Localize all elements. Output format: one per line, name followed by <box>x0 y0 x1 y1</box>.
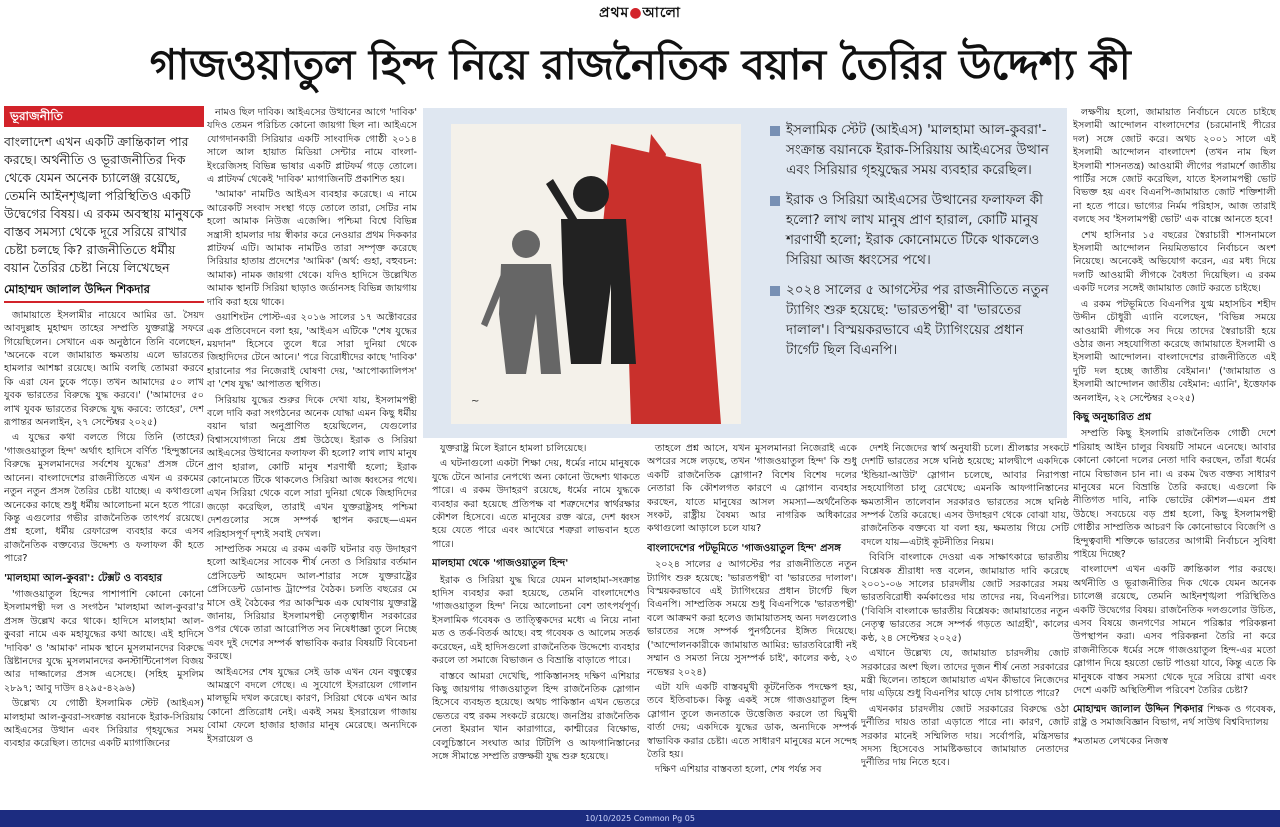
illustration <box>451 124 741 424</box>
page-footer: 10/10/2025 Common Pg 05 <box>0 810 1280 827</box>
paragraph: দেশই নিজেদের স্বার্থ অনুযায়ী চলে। শ্রীলঙ্কার সংকটে দেশটি ভারতের সঙ্গে ঘনিষ্ঠ হয়েছে; মালদ্বীপে একদিকে 'ইন্ডিয়া-আউট' স্লোগান চলেছে, আবার নিরাপত্তা সহযোগিতা চালু রেখেছে; এমনকি আফগানিস্তানের ক্ষমতাসীন তালেবান সরকারও ভারতের সঙ্গে ঘনিষ্ঠ সম্পর্ক তৈরি করেছে। এসব উদাহরণ থেকে বোঝা যায়, রাজনৈতিক বক্তব্যে যা বলা হয়, ক্ষমতায় গিয়ে সেটি বদলে যায়—এটাই কূটনীতির নিয়ম। <box>861 443 1069 548</box>
paragraph: ২০২৪ সালের ৫ আগস্টের পর রাজনীতিতে নতুন ট্যাগিং শুরু হয়েছে: 'ভারতপন্থী' বা 'ভারতের দালাল'। বিস্ময়করভাবে এই ট্যাগিংয়ের প্রধান টার্গেট ছিল বিএনপি। সাম্প্রতিক সময়ে শুধু বিএনপিকে 'ভারতপন্থী' বলে আক্রমণ করা হলেও জামায়াতসহ অন্য দলগুলোও ভারতের সঙ্গে সম্পর্ক পুনর্গঠনের ইঙ্গিত দিয়েছে। ('আন্দোলনকারীকে জামায়াত আমির: ভারতবিরোধী নই সম্মান ও সমতা নিয়ে সুসম্পর্ক চাই', কালের কণ্ঠ, ২৩ নভেম্বর ২০২৪) <box>647 559 857 678</box>
highlight-item: ইসলামিক স্টেট (আইএস) 'মালহামা আল-কুবরা'-সংক্রান্ত বয়ানকে ইরাক-সিরিয়ায় আইএসের উত্থান এবং সিরিয়ার গৃহযুদ্ধের সময় ব্যবহার করেছিল। <box>768 120 1058 180</box>
masthead-name: প্রথম <box>599 5 630 21</box>
author-name: মোহাম্মদ জালাল উদ্দিন শিকদার <box>4 283 204 302</box>
bio-name: মোহাম্মদ জালাল উদ্দিন শিকদার <box>1073 704 1204 716</box>
paragraph: 'আমাক' নামটিও আইএস ব্যবহার করেছে। এ নামে আরেকটি সংবাদ সংস্থা গড়ে তোলে তারা, সেটির নাম হলো আমাক নিউজ এজেন্সি। পশ্চিমা বিশ্বে বিভিন্ন সন্ত্রাসী হামলার দায় স্বীকার করে নেওয়ার প্রথম দিককার প্লাটফর্ম এটি। আমাক নামটিও তারা সম্পৃক্ত করেছে সিরিয়ার হাতায় প্রদেশের 'আমিক' (অর্থ: গুহা, বহুবচন: আমাক) নামক জায়গা থেকে। যদিও হাদিসে উল্লেখিত আমাক স্থানটি সিরিয়া ছাড়াও জর্ডানসহ বিভিন্ন জায়গায় দাবি করা হয়ে থাকে। <box>207 189 417 308</box>
column-1 <box>4 106 204 806</box>
intro-text: বাংলাদেশ এখন একটি ক্রান্তিকাল পার করছে। অর্থনীতি ও ভূরাজনীতির দিক থেকে যেমন অনেক চ্যালেঞ্জ রয়েছে, তেমনি আইনশৃঙ্খলা পরিস্থিতিও একটি উদ্বেগের বিষয়। এ রকম অবস্থায় মানুষকে বাস্তব সমস্যা থেকে দূরে সরিয়ে রাখার চেষ্টা চলছে কি? রাজনীতিতে ধর্মীয় বয়ান তৈরির চেষ্টা নিয়ে লিখেছেন <box>4 134 204 276</box>
paragraph: বিবিসি বাংলাকে দেওয়া এক সাক্ষাৎকারে ভারতীয় বিশ্লেষক শ্রীরাধা দত্ত বলেন, জামায়াত দাবি করেছে ২০০১-০৬ সালের চারদলীয় জোট সরকারের সময় ভারতবিরোধী কর্মকাণ্ডের দায় তাদের নয়, বিএনপির। ('বিবিসি বাংলাকে ভারতীয় বিশ্লেষক: জামায়াতের নতুন নেতৃত্ব ভারতের সঙ্গে সম্পর্ক গড়তে আগ্রহী', কালের কণ্ঠ, ২৪ সেপ্টেম্বর ২০২৫) <box>861 552 1069 644</box>
paragraph: তাহলে প্রশ্ন আসে, যখন মুসলমানরা নিজেরাই একে অপরের সঙ্গে লড়ছে, তখন 'গাজওয়াতুল হিন্দ' কি শুধু একটি রাজনৈতিক স্লোগান? বিশেষ বিশেষ দলের নেতারা কি কৌশলগত কারণে এ স্লোগান ব্যবহার করছেন, যাতে মানুষের আসল সমস্যা—অর্থনৈতিক সংকট, রাষ্ট্রীয় বৈষম্য আর নাগরিক অধিকারের কথাগুলো আড়ালে চলে যায়? <box>647 443 857 535</box>
paragraph: উল্লেখ্য যে গোষ্ঠী ইসলামিক স্টেট (আইএস) মালহামা আল-কুবরা-সংক্রান্ত বয়ানকে ইরাক-সিরিয়ায় আইএসের উত্থান এবং সিরিয়ার গৃহযুদ্ধের সময় ব্যবহার করেছিল। তাদের একটি ম্যাগাজিনের <box>4 698 204 750</box>
illustration-figures-icon <box>451 124 741 424</box>
newspaper-masthead <box>0 0 1280 26</box>
paragraph: এখনকার চারদলীয় জোট সরকারের বিরুদ্ধে ওঠা দুর্নীতির দায়ও তারা এড়াতে পারে না। কারণ, জোট সরকার মানেই সম্মিলিত দায়। সর্বোপরি, মন্ত্রিসভার সদস্য হিসেবেও সামষ্টিকভাবে জামায়াত নেতাদের দুর্নীতির দায় নিতে হবে। <box>861 703 1069 769</box>
paragraph: এ যুদ্ধের কথা বলতে গিয়ে তিনি (তাহের) 'গাজওয়াতুল হিন্দ' অর্থাৎ হাদিসে বর্ণিত 'হিন্দুস্তানের বিরুদ্ধে মুসলমানদের সর্বশেষ যুদ্ধের' প্রসঙ্গ টেনে আনেন। বাংলাদেশের রাজনীতিতে এখন এ রকমের নতুন নতুন প্রসঙ্গ তৈরির চেষ্টা যাচ্ছে। এ কথাগুলো অনেকের কাছে শুধু ধর্মীয় আলোচনা মনে হতে পারে। কিন্তু এগুলোর গভীর রাজনৈতিক তাৎপর্য রয়েছে। প্রশ্ন হলো, ধর্মীয় রেফারেন্স ব্যবহার করে এসব রাজনৈতিক বক্তব্যের উদ্দেশ্য ও ফলাফল কী হতে পারে? <box>4 432 204 565</box>
paragraph: দক্ষিণ এশিয়ার বাস্তবতা হলো, শেষ পর্যন্ত সব <box>655 764 822 776</box>
subheading: বাংলাদেশের পটভূমিতে 'গাজওয়াতুল হিন্দ' প্রসঙ্গ <box>647 542 841 554</box>
paragraph: ইরাক ও সিরিয়া যুদ্ধ ঘিরে যেমন মালহামা-সংক্রান্ত হাদিস ব্যবহার করা হয়েছে, তেমনি বাংলাদেশেও 'গাজওয়াতুল হিন্দ' নিয়ে আলোচনা বেশ তাৎপর্যপূর্ণ। ইসলামিক গবেষক ও তাত্ত্বিকদের মধ্যে এ নিয়ে নানা মত ও তর্ক-বিতর্ক আছে। বহু গবেষক ও আলেম সতর্ক করেছেন, এই হাদিসগুলো রাজনৈতিক উদ্দেশ্যে ব্যবহার করলে তা সমাজে বিভাজন ও বিভ্রান্তি বাড়াতে পারে। <box>432 574 640 667</box>
section-tag: ভূরাজনীতি <box>4 106 204 127</box>
paragraph: নামও ছিল দাবিক। আইএসের উত্থানের আগে 'দাবিক' যদিও তেমন পরিচিত কোনো জায়গা ছিল না। আইএসে যোগদানকারী সিরিয়ার একটি সাংবাদিক গোষ্ঠী ২০১৪ সালে আল হায়াত মিডিয়া সেন্টার নামে বাংলা-ইংরেজিসহ বিভিন্ন ভাষার একটি প্লাটফর্ম গড়ে তোলে। এ প্লাটফর্ম থেকেই 'দাবিক' ম্যাগাজিনটি প্রকাশিত হয়। <box>207 107 417 186</box>
highlight-item: ইরাক ও সিরিয়া আইএসের উত্থানের ফলাফল কী হলো? লাখ লাখ মানুষ প্রাণ হারাল, কোটি মানুষ শরণার্থী হলো; ইরাক কোনোমতে টিকে থাকলেও সিরিয়া আজ ধ্বংসের পথে। <box>768 190 1058 270</box>
paragraph: শেখ হাসিনার ১৫ বছরের স্বৈরাচারী শাসনামলে ইসলামী আন্দোলন নিয়মিতভাবে নির্বাচনে অংশ নিয়েছে। অনেকেই অভিযোগ করেন, এর মধ্য দিয়ে দলটি আওয়ামী লীগকে বৈধতা দিয়েছিল। এ রকম একটি দলের সঙ্গেই জামায়াত জোট করতে চাইছে। <box>1073 229 1276 295</box>
subheading: মালহামা থেকে 'গাজওয়াতুল হিন্দ' <box>432 558 569 570</box>
paragraph: আইএসের শেষ যুদ্ধের সেই ডাক এখন যেন বন্ধুত্বের আমন্ত্রণে বদলে গেছে। এ সুযোগে ইসরায়েল গোলান মালভূমি দখল করেছে। কারণ, সিরিয়া থেকে এখন আর কোনো প্রতিরোধ নেই। একই সময় ইসরায়েল গাজায় বোমা ফেলে হাজার হাজার মানুষ মেরেছে। অন্যদিকে ইসরায়েল ও <box>207 666 417 745</box>
subheading: 'মালহামা আল-কুবরা': টেক্সট ও ব্যবহার <box>4 572 163 584</box>
bio-desc: শিক্ষক ও গবেষক, রাষ্ট্র ও সমাজবিজ্ঞান বিভাগ, নর্থ সাউথ বিশ্ববিদ্যালয় <box>1073 704 1276 729</box>
paragraph: এখানে উল্লেখ্য যে, জামায়াত চারদলীয় জোট সরকারের অংশ ছিল। তাদের দুজন শীর্ষ নেতা সরকারের মন্ত্রী ছিলেন। তাহলে জামায়াত এখন কীভাবে নিজেদের দায় এড়িয়ে শুধু বিএনপির ঘাড়ে দোষ চাপাতে পারে? <box>861 648 1069 700</box>
paragraph: ওয়াশিংটন পোস্ট-এর ২০১৬ সালের ১৭ অক্টোবরের এক প্রতিবেদনে বলা হয়, 'আইএস এটিকে "শেষ যুদ্ধের ময়দান" হিসেবে তুলে ধরে সারা দুনিয়া থেকে জিহাদিদের টেনে আনে।' পরে বিরোধীদের কাছে 'দাবিক' হারানোর পর নিজেরাই ঘোষণা দেয়, 'আপোক্যালিপস' বা 'শেষ যুদ্ধ' আপাতত স্থগিত। <box>207 312 417 391</box>
column-6 <box>1073 106 1276 806</box>
paragraph: সাম্প্রতিক সময়ে এ রকম একটি ঘটনার বড় উদাহরণ হলো আইএসের সাবেক শীর্ষ নেতা ও সিরিয়ার বর্তমান প্রেসিডেন্ট আহমেদ আল-শারার সঙ্গে যুক্তরাষ্ট্রের প্রেসিডেন্ট ডোনাল্ড ট্রাম্পের বৈঠক। চলতি বছরের মে মাসে ওই বৈঠকের পর আকস্মিক এক ঘোষণায় যুক্তরাষ্ট্র জানায়, সিরিয়ার ইসলামপন্থী নেতৃত্বাধীন সরকারের ওপর থেকে তারা আরোপিত সব নিষেধাজ্ঞা তুলে নিচ্ছে এবং দুই দেশের সম্পর্ক স্বাভাবিক করার বিষয়টি বিবেচনা করছে। <box>207 544 417 663</box>
highlight-list <box>768 120 1058 370</box>
article-headline <box>0 26 1280 104</box>
paragraph: লক্ষণীয় হলো, জামায়াত নির্বাচনে যেতে চাইছে ইসলামী আন্দোলন বাংলাদেশের (চরমোনাই পীরের দল) সঙ্গে জোট করে। অথচ ২০০১ সালে এই ইসলামী আন্দোলন বাংলাদেশ (তখন নাম ছিল ইসলামী শাসনতন্ত্র) আওয়ামী লীগের পরামর্শে জাতীয় পার্টির সঙ্গে জোট করেছিল, যাতে ইসলামপন্থী ভোট বিভক্ত হয় এবং বিএনপি-জামায়াত জোট শক্তিশালী না হতে পারে। ভাগ্যের নির্মম পরিহাস, আজ তারাই বলছে সব 'ইসলামপন্থী ভোট' এক বাক্সে আনতে হবে! <box>1073 107 1276 226</box>
paragraph: সিরিয়ায় যুদ্ধের শুরুর দিকে দেখা যায়, ইসলামপন্থী বলে দাবি করা সংগঠনের অনেক যোদ্ধা এমন কিছু ধর্মীয় বয়ান দ্বারা অনুপ্রাণিত হয়েছিলেন, যেগুলোর বিশ্বাসযোগ্যতা নিয়ে প্রশ্ন উঠেছে। ইরাক ও সিরিয়া আইএসের উত্থানের ফলাফল কী হলো? লাখ লাখ মানুষ প্রাণ হারাল, কোটি মানুষ শরণার্থী হলো; ইরাক কোনোমতে টিকে থাকলেও সিরিয়া আজ ধ্বংসের পথে। এখন সিরিয়া থেকে বলে সারা দুনিয়া থেকে জিহাদিদের জড়ো করেছিল, তারাই এখন যুক্তরাষ্ট্রসহ পশ্চিমা দেশগুলোর সঙ্গে সম্পর্ক স্থাপন করছে—এমন পরিহাসপূর্ণ দৃশ্যই সবাই দেখল। <box>207 394 417 540</box>
highlight-item: ২০২৪ সালের ৫ আগস্টের পর রাজনীতিতে নতুন ট্যাগিং শুরু হয়েছে: 'ভারতপন্থী' বা 'ভারতের দালাল'। বিস্ময়করভাবে এই ট্যাগিংয়ের প্রধান টার্গেট ছিল বিএনপি। <box>768 280 1058 360</box>
paragraph: 'গাজওয়াতুল হিন্দের পাশাপাশি কোনো কোনো ইসলামপন্থী দল ও সংগঠন 'মালহামা আল-কুবরা'র প্রসঙ্গ উল্লেখ করে থাকে। হাদিসে মালহামা আল-কুবরা নামে এক মহাযুদ্ধের কথা আছে। এই হাদিসে 'দাবিক' ও 'আমাক' নামক স্থানে মুসলমানদের বিরুদ্ধে খ্রিষ্টানদের যুদ্ধে মুসলমানদের কনস্টান্টিনোপল বিজয় আর দাজ্জালের প্রসঙ্গ এসেছে। (সহিহ মুসলিম ২৮৯৭; আবু দাউদ ৪২৯৫-৪২৯৬) <box>4 588 204 694</box>
headline-text: গাজওয়াতুল হিন্দ নিয়ে রাজনৈতিক বয়ান তৈরির উদ্দেশ্য কী <box>149 40 1131 89</box>
feature-box <box>423 108 1067 438</box>
paragraph: এটা যদি একটি বাস্তবমুখী কূটনৈতিক পদক্ষেপ হয়, তবে ইতিবাচক। কিন্তু একই সঙ্গে গাজওয়াতুল হিন্দ স্লোগান তুলে জনতাকে উত্তেজিত করলে তা দ্বিমুখী বার্তা দেয়; একদিকে যুদ্ধের ডাক, অন্যদিকে সম্পর্ক স্বাভাবিক করার চেষ্টা। এতে সাধারণ মানুষের মনে সন্দেহ তৈরি হয়। <box>647 681 857 760</box>
column-4 <box>647 442 857 806</box>
paragraph: জামায়াতে ইসলামীর নায়েবে আমির ডা. সৈয়দ আবদুল্লাহ মুহাম্মদ তাহের সম্প্রতি যুক্তরাষ্ট্র সফরে গিয়েছিলেন। সেখানে এক অনুষ্ঠানে তিনি বলেছেন, 'অনেকে বলে জামায়াত ক্ষমতায় এলে ভারতের হামলার আশঙ্কা রয়েছে। আমি বলছি তোমরা করবে কি এরা যেন ঢুকে পড়ে। তখন আমাদের ৫০ লাখ যুবক ভারতের বিরুদ্ধে যুদ্ধ করবে।' ('আমাদের ৫০ লাখ যুবক ভারতের বিরুদ্ধে যুদ্ধ করবে: তাহের', দেশ রূপান্তর অনলাইন, ২৭ সেপ্টেম্বর ২০২৫) <box>4 309 204 429</box>
paragraph: এ রকম পটভূমিতে বিএনপির যুগ্ম মহাসচিব শহীদ উদ্দীন চৌধুরী এ্যানি বলেছেন, 'বিভিন্ন সময়ে আওয়ামী লীগকে সব দিয়ে তাদের স্বৈরাচারী হয়ে ওঠার জন্য সহযোগিতা করেছে জামায়াতে ইসলামী ও ইসলামী আন্দোলন। বাংলাদেশের রাজনীতিতে এই দুটি দল হচ্ছে জাতীয় বেইমান।' ('জামায়াত ও ইসলামী আন্দোলন জাতীয় বেইমান: এ্যানি', ইত্তেফাক অনলাইন, ২২ সেপ্টেম্বর ২০২৫) <box>1073 298 1276 404</box>
paragraph: যুক্তরাষ্ট্র মিলে ইরানে হামলা চালিয়েছে। <box>440 443 587 454</box>
masthead-name-2: আলো <box>642 5 681 21</box>
masthead-logo-mark: ● <box>629 5 643 21</box>
article-intro <box>4 133 204 277</box>
paragraph: এ ঘটনাগুলো একটা শিক্ষা দেয়, ধর্মের নামে মানুষকে যুদ্ধে টেনে আনার নেপথ্যে অন্য কোনো উদ্দেশ্য থাকতে পারে। এ রকম উদাহরণ রয়েছে, ধর্মের নামে যুদ্ধকে ব্যবহার করা হয়েছে প্রতিপক্ষ বা শত্রুদেশের স্বার্থরক্ষার কৌশল হিসেবে। এতে মানুষের রক্ত ঝরে, দেশ ধ্বংস হয়ে যেতে পারে এবং আখেরে শত্রুরা লাভবান হতে পারে। <box>432 458 640 550</box>
disclaimer: *মতামত লেখকের নিজস্ব <box>1073 736 1168 748</box>
subheading: কিছু অনুচ্চারিত প্রশ্ন <box>1073 411 1152 423</box>
column-3 <box>432 442 640 806</box>
paragraph: সম্প্রতি কিছু ইসলামি রাজনৈতিক গোষ্ঠী দেশে শরিয়াহ আইন চালুর বিষয়টি সামনে এনেছে। আবার কোনো কোনো দলের নেতা দাবি করছেন, তাঁরা ধর্মের নামে বিভাজন চান না। এ রকম দ্বৈত বক্তব্য সাধারণ মানুষের মনে বিভ্রান্তি তৈরি করছে। এগুলো কি নীতিগত দাবি, নাকি ভোটের কৌশল—এমন প্রশ্ন উঠছে। সবচেয়ে বড় প্রশ্ন হলো, কিছু ইসলামপন্থী গোষ্ঠীর সাম্প্রতিক আচরণ কি কোনোভাবে বিজেপি ও হিন্দুত্ববাদী শক্তিকে ভারতের আগামী নির্বাচনে সুবিধা পাইয়ে দিচ্ছে? <box>1073 428 1276 560</box>
author-bio <box>1073 703 1276 729</box>
svg-text:~: ~ <box>471 396 480 407</box>
column-5 <box>861 442 1069 806</box>
paragraph: বাংলাদেশ এখন একটি ক্রান্তিকাল পার করছে। অর্থনীতি ও ভূরাজনীতির দিক থেকে যেমন অনেক চ্যালেঞ্জ রয়েছে, তেমনি আইনশৃঙ্খলা পরিস্থিতিও একটি উদ্বেগের বিষয়। রাজনৈতিক দলগুলোর উচিত, এসব বিষয়ে জনগণের সামনে পরিষ্কার পরিকল্পনা উপস্থাপন করা। এসব পরিকল্পনা তৈরি না করে রাজনীতিকে ধর্মের সঙ্গে গাজওয়াতুল হিন্দ-এর মতো স্লোগান দিয়ে হয়তো ভোট পাওয়া যাবে, কিন্তু এতে কি মানুষকে বাস্তব সমস্যা থেকে দূরে সরিয়ে রাখা এবং দেশে একটি অস্থিতিশীল পরিবেশ তৈরির চেষ্টা? <box>1073 564 1276 697</box>
column-2 <box>207 106 417 806</box>
paragraph: বাস্তবে আমরা দেখেছি, পাকিস্তানসহ দক্ষিণ এশিয়ার কিছু জায়গায় গাজওয়াতুল হিন্দ রাজনৈতিক স্লোগান হিসেবে ব্যবহৃত হয়েছে। অথচ পাকিস্তান এখন ভেতরে ভেতরে বহু রকম সংকটে রয়েছে। জনপ্রিয় রাজনৈতিক নেতা ইমরান খান কারাগারে, কাশ্মীরের বিক্ষোভ, বেলুচিস্তানে সংঘাত আর টিটিপি ও আফগানিস্তানের সঙ্গে সীমান্তে সম্প্রতি রক্তক্ষয়ী যুদ্ধ শুরু হয়েছে। <box>432 670 640 762</box>
